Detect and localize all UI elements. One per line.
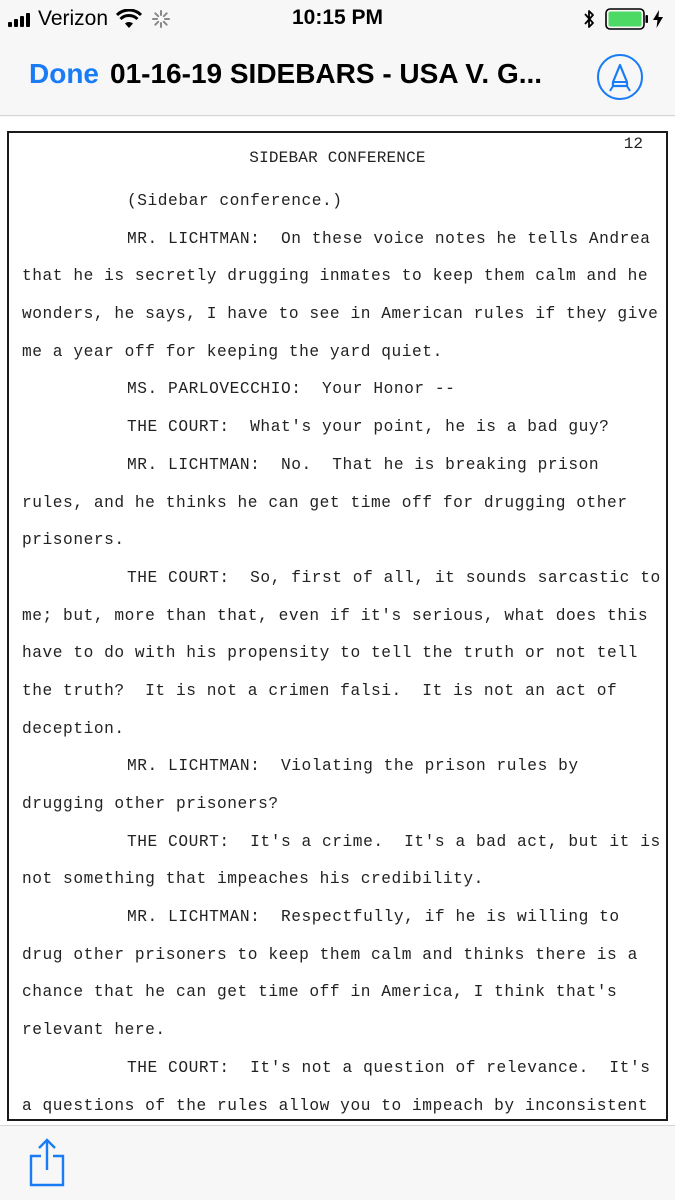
markup-pen-icon: [607, 62, 633, 92]
transcript-line: MR. LICHTMAN: No. That he is breaking prison: [127, 455, 600, 474]
transcript-line: relevant here.: [22, 1021, 166, 1040]
transcript-line: MR. LICHTMAN: Respectfully, if he is willing to: [127, 908, 620, 927]
transcript-line: deception.: [22, 719, 125, 738]
done-button[interactable]: Done: [29, 58, 99, 89]
transcript-line: me a year off for keeping the yard quiet.: [22, 342, 443, 361]
share-button[interactable]: [28, 1138, 66, 1188]
share-icon: [28, 1138, 66, 1188]
carrier-name: Verizon: [38, 7, 109, 30]
status-bar: [0, 0, 675, 38]
transcript-line: a questions of the rules allow you to impeach by inconsistent: [22, 1096, 649, 1115]
transcript-line: THE COURT: It's a crime. It's a bad act, but it is: [127, 832, 661, 851]
transcript-line: drug other prisoners to keep them calm and thinks there is a: [22, 945, 638, 964]
transcript-line: MR. LICHTMAN: Violating the prison rules by: [127, 757, 579, 776]
transcript-line: THE COURT: What's your point, he is a bad guy?: [127, 418, 610, 437]
transcript-line: rules, and he thinks he can get time off for drugging other: [22, 493, 628, 512]
transcript-line: MR. LICHTMAN: On these voice notes he tells Andrea: [127, 229, 651, 248]
charging-bolt-icon: [653, 10, 663, 28]
transcript-line: the truth? It is not a crimen falsi. It is not an act of: [22, 681, 618, 700]
transcript-line: me; but, more than that, even if it's serious, what does this: [22, 606, 649, 625]
transcript-line: that he is secretly drugging inmates to keep them calm and he: [22, 267, 649, 286]
transcript-line: (Sidebar conference.): [127, 192, 343, 210]
transcript-line: prisoners.: [22, 531, 125, 550]
transcript-line: not something that impeaches his credibility.: [22, 870, 484, 889]
status-right: [583, 6, 663, 32]
transcript-line: THE COURT: It's not a question of relevance. It's: [127, 1058, 651, 1077]
transcript-line: have to do with his propensity to tell the truth or not tell: [22, 644, 638, 663]
document-title: 01-16-19 SIDEBARS - USA V. G...: [110, 58, 543, 89]
section-heading: SIDEBAR CONFERENCE: [249, 149, 426, 167]
bottom-toolbar: [0, 1125, 675, 1200]
markup-button[interactable]: [597, 54, 643, 100]
transcript-line: MS. PARLOVECCHIO: Your Honor --: [127, 380, 456, 399]
nav-bar: [0, 38, 675, 116]
document-viewer[interactable]: [0, 117, 675, 1125]
bluetooth-icon: [583, 9, 595, 29]
battery-charging-icon: [605, 8, 649, 30]
page-number: 12: [623, 135, 643, 153]
transcript-line: drugging other prisoners?: [22, 795, 279, 813]
transcript-line: chance that he can get time off in America, I think that's: [22, 983, 618, 1002]
transcript-line: THE COURT: So, first of all, it sounds sarcastic to: [127, 568, 661, 587]
transcript-text: [22, 183, 667, 1125]
transcript-line: wonders, he says, I have to see in American rules if they give: [22, 305, 659, 324]
transcript-page: [7, 131, 668, 1121]
status-time: 10:15 PM: [291, 6, 384, 29]
